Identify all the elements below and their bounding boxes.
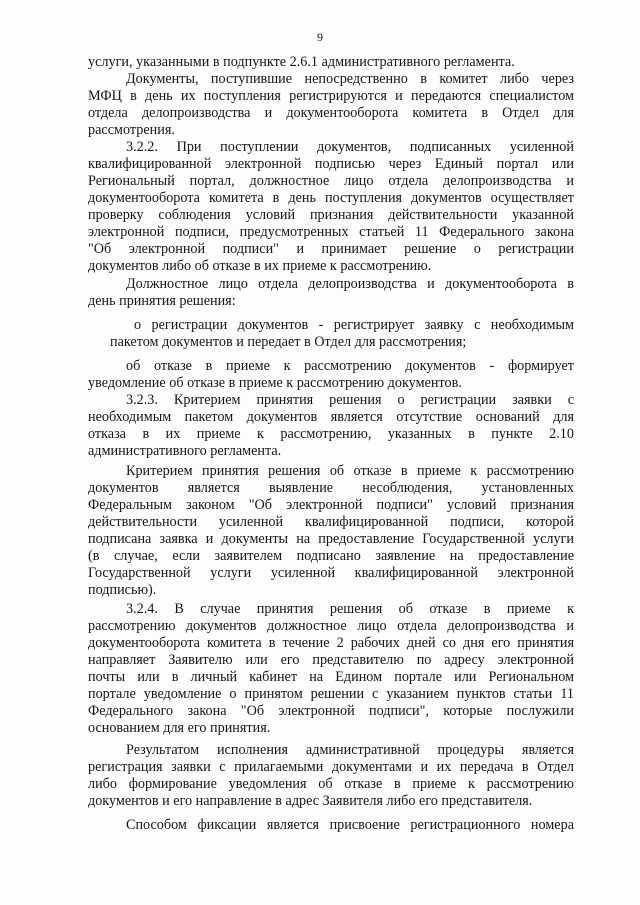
text-line: о регистрации документов - регистрирует заявку с необходимым [134,317,574,333]
text-line: Региональный портал, должностное лицо отдела делопроизводства и [88,173,574,189]
text-line: день принятия решения: [88,293,236,309]
text-line: об отказе в приеме к рассмотрению документов - формирует [126,358,574,374]
text-line: Федеральным законом "Об электронной подписи" условий признания [88,497,574,513]
text-line: необходимым пакетом документов является отсутствие оснований для [88,409,574,425]
page-number: 9 [317,30,323,44]
text-line: почты или в личный кабинет на Едином портале или Региональном [88,669,574,685]
text-line: рассмотрению документов должностное лицо отдела делопроизводства и [88,618,574,634]
text-line: 3.2.4. В случае принятия решения об отказе в приеме к [126,601,574,617]
text-line: электронной подписи, предусмотренных статьей 11 Федерального закона [88,224,574,240]
text-line: документов является выявление несоблюдения, установленных [88,480,574,496]
text-line: Должностное лицо отдела делопроизводства и документооборота в [126,276,574,292]
text-line: рассмотрения. [88,122,175,138]
text-line: направляет Заявителю или его представителю по адресу электронной [88,652,574,668]
text-line: документов либо об отказе в их приеме к рассмотрению. [88,258,432,274]
text-line: Государственной услуги усиленной квалифицированной электронной [88,565,574,581]
text-line: подписана заявка и документы на предоставление Государственной услуги [88,531,574,547]
text-line: Способом фиксации является присвоение регистрационного номера [126,817,574,833]
text-line: Критерием принятия решения об отказе в приеме к рассмотрению [126,463,574,479]
text-line: основанием для его принятия. [88,720,271,736]
text-line: "Об электронной подписи" и принимает решение о регистрации [88,241,574,257]
text-line: 3.2.2. При поступлении документов, подписанных усиленной [126,139,574,155]
text-line: отдела делопроизводства и документооборота комитета в Отдел для [88,105,574,121]
text-line: квалифицированной электронной подписью через Единый портал или [88,156,574,172]
text-line: Результатом исполнения административной процедуры является [126,742,574,758]
text-line: проверку соблюдения условий признания действительности указанной [88,207,574,223]
text-line: портале уведомление о принятом решении с указанием пунктов статьи 11 [88,686,574,702]
text-line: регистрация заявки с прилагаемыми документами и их передача в Отдел [88,759,574,775]
text-line: документов и его направление в адрес Заявителя либо его представителя. [88,793,533,809]
text-line: подписью). [88,582,157,598]
text-line: МФЦ в день их поступления регистрируются и передаются специалистом [88,88,574,104]
text-line: административного регламента. [88,443,282,459]
text-line: документооборота комитета в день поступления документов осуществляет [88,190,574,206]
text-line: услуги, указанными в подпункте 2.6.1 административного регламента. [88,54,515,70]
text-line: действительности усиленной квалифицированной подписи, которой [88,514,574,530]
text-line: 3.2.3. Критерием принятия решения о регистрации заявки с [126,392,574,408]
text-line: (в случае, если заявителем подписано заявление на предоставление [88,548,574,564]
text-line: Федерального закона "Об электронной подписи", которые послужили [88,703,574,719]
text-line: уведомление об отказе в приеме к рассмотрению документов. [88,375,462,391]
text-line: отказа в их приеме к рассмотрению, указанных в пункте 2.10 [88,426,574,442]
text-line: пакетом документов и передает в Отдел для рассмотрения; [110,334,467,350]
text-line: либо формирование уведомления об отказе в приеме к рассмотрению [88,776,574,792]
text-line: Документы, поступившие непосредственно в комитет либо через [126,71,574,87]
text-line: документооборота комитета в течение 2 рабочих дней со дня его принятия [88,635,574,651]
